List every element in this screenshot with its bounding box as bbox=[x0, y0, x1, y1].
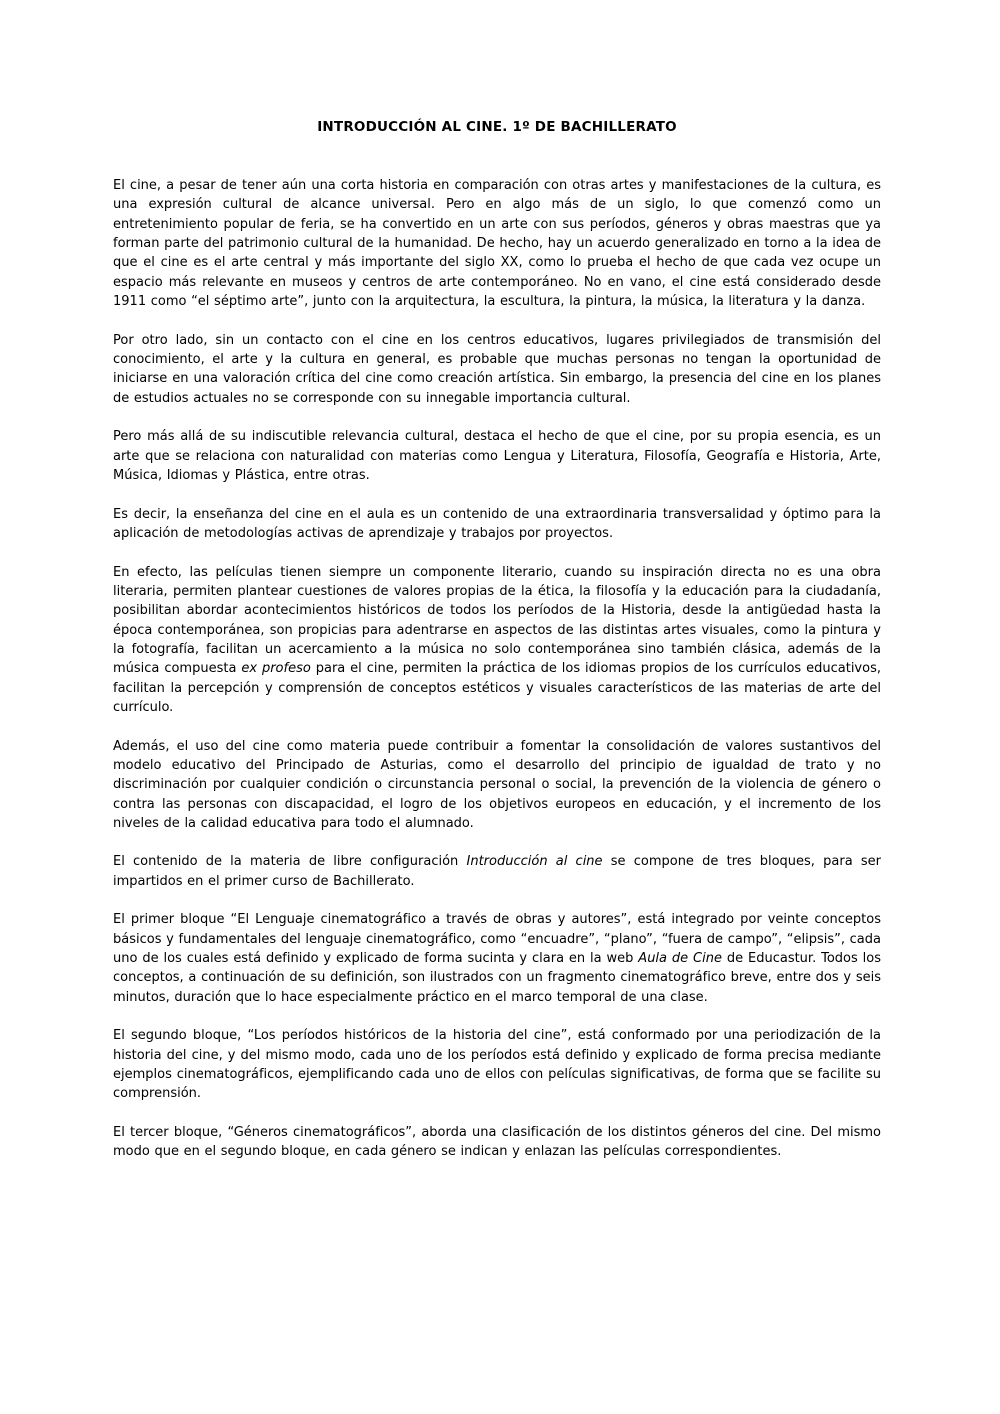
text-run: Además, el uso del cine como materia puede contribuir a fomentar la consolidación de valores sustantivos del modelo educativo del Principado de Asturias, como el desarrollo del principio de igualdad de trato y no discriminación por cualquier condición o circunstancia personal o social, la prevención de la violencia de género o contra las personas con discapacidad, el logro de los objetivos europeos en educación, y el incremento de los niveles de la calidad educativa para todo el alumnado. bbox=[113, 738, 881, 831]
page-title: INTRODUCCIÓN AL CINE. 1º DE BACHILLERATO bbox=[317, 119, 677, 135]
text-run: El primer bloque “El Lenguaje cinematográfico a través de obras y autores”, está integrado por veinte conceptos básicos y fundamentales del lenguaje cinematográfico, como “encuadre”, “plano”, “fuera de campo”, “elipsis”, cada uno de los cuales está definido y explicado de forma sucinta y clara en la web bbox=[113, 912, 881, 967]
text-run: El segundo bloque, “Los períodos históricos de la historia del cine”, está conformado por una periodización de la historia del cine, y del mismo modo, cada uno de los períodos está definido y explicado de forma precisa mediante ejemplos cinematográficos, ejemplificando cada uno de ellos con películas significativas, de forma que se facilite su comprensión. bbox=[113, 1028, 881, 1102]
text-run: El cine, a pesar de tener aún una corta historia en comparación con otras artes y manifestaciones de la cultura, es una expresión cultural de alcance universal. Pero en algo más de un siglo, lo que comenzó como un entretenimiento popular de feria, se ha convertido en un arte con sus períodos, géneros y obras maestras que ya forman parte del patrimonio cultural de la humanidad. De hecho, hay un acuerdo generalizado en torno a la idea de que el cine es el arte central y más importante del siglo XX, como lo prueba el hecho de que cada vez ocupe un espacio más relevante en museos y centros de arte contemporáneo. No en vano, el cine está considerado desde 1911 como “el séptimo arte”, junto con la arquitectura, la escultura, la pintura, la música, la literatura y la danza. bbox=[113, 178, 881, 309]
paragraph-valores-sustantivos bbox=[113, 737, 881, 834]
document-body bbox=[113, 176, 881, 1162]
paragraph-segundo-bloque bbox=[113, 1026, 881, 1103]
paragraph-contenido-materia bbox=[113, 852, 881, 891]
text-run: para el cine, permiten la práctica de los idiomas propios de los currículos educativos, facilitan la percepción y comprensión de conceptos estéticos y visuales característicos de las materias de arte del currículo. bbox=[113, 661, 881, 715]
text-run: El contenido de la materia de libre configuración bbox=[113, 854, 467, 870]
paragraph-primer-bloque bbox=[113, 910, 881, 1007]
italic-text-run: ex profeso bbox=[241, 661, 311, 677]
text-run: de Educastur. Todos los conceptos, a continuación de su definición, son ilustrados con un fragmento cinematográfico breve, entre dos y seis minutos, duración que lo hace especialmente práctico en el marco temporal de una clase. bbox=[113, 951, 881, 1005]
italic-text-run: Introducción al cine bbox=[466, 854, 603, 870]
text-run: Pero más allá de su indiscutible relevancia cultural, destaca el hecho de que el cine, por su propia esencia, es un arte que se relaciona con naturalidad con materias como Lengua y Literatura, Filosofía, Geografía e Historia, Arte, Música, Idiomas y Plástica, entre otras. bbox=[113, 429, 881, 483]
paragraph-contacto-educativo bbox=[113, 331, 881, 408]
text-run: El tercer bloque, “Géneros cinematográficos”, aborda una clasificación de los distintos géneros del cine. Del mismo modo que en el segundo bloque, en cada género se indican y enlazan las películas correspondientes. bbox=[113, 1125, 881, 1160]
paragraph-relevancia-cultural bbox=[113, 427, 881, 485]
italic-text-run: Aula de Cine bbox=[638, 951, 722, 967]
text-run: Por otro lado, sin un contacto con el cine en los centros educativos, lugares privilegiados de transmisión del conocimiento, el arte y la cultura en general, es probable que muchas personas no tengan la oportunidad de iniciarse en una valoración crítica del cine como creación artística. Sin embargo, la presencia del cine en los planes de estudios actuales no se corresponde con su innegable importancia cultural. bbox=[113, 332, 881, 406]
text-run: Es decir, la enseñanza del cine en el aula es un contenido de una extraordinaria transversalidad y óptimo para la aplicación de metodologías activas de aprendizaje y trabajos por proyectos. bbox=[113, 506, 881, 541]
paragraph-componente-literario bbox=[113, 563, 881, 718]
text-run: En efecto, las películas tienen siempre un componente literario, cuando su inspiración directa no es una obra literaria, permiten plantear cuestiones de valores propias de la ética, la filosofía y la educación para la ciudadanía, posibilitan abordar acontecimientos históricos de todos los períodos de la Historia, desde la antigüedad hasta la época contemporánea, son propicias para adentrarse en aspectos de las distintas artes visuales, como la pintura y la fotografía, facilitan un acercamiento a la música no solo contemporánea sino también clásica, además de la música compuesta bbox=[113, 564, 881, 677]
paragraph-transversalidad bbox=[113, 505, 881, 544]
paragraph-tercer-bloque bbox=[113, 1123, 881, 1162]
text-run: se compone de tres bloques, para ser impartidos en el primer curso de Bachillerato. bbox=[113, 854, 881, 889]
paragraph-intro-cine bbox=[113, 176, 881, 311]
